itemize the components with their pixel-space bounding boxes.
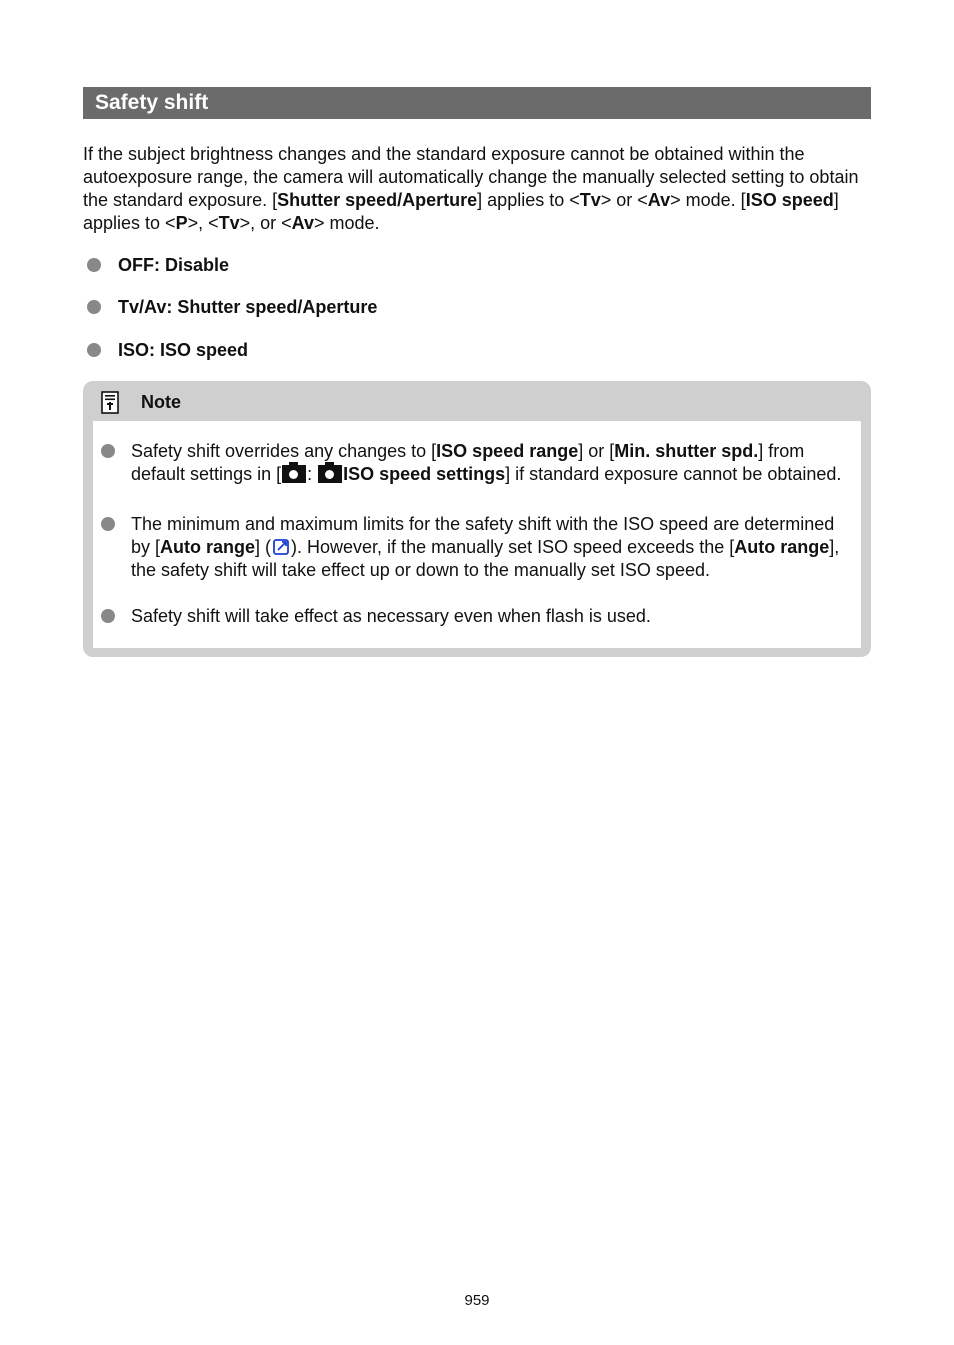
note-term: Min. shutter spd.: [614, 441, 759, 461]
note-text: ] (: [255, 537, 272, 557]
option-label: Tv/Av: Shutter speed/Aperture: [118, 297, 378, 317]
bullet-icon: [101, 517, 115, 531]
intro-mode: Av: [291, 213, 315, 233]
intro-text: If the subject brightness changes and the standard exposure cannot be obtained within the autoexposure range, the camera will automatically change the manually selected setting to obtain the standard exposure. [: [83, 144, 859, 210]
intro-text: ] applies to <: [477, 190, 580, 210]
note-title: Note: [141, 392, 181, 412]
note-text: Safety shift overrides any changes to [: [131, 441, 437, 461]
note-item-text: Safety shift will take effect as necessary even when flash is used.: [131, 606, 651, 626]
intro-mode: Av: [647, 190, 671, 210]
note-text: ], the safety shift will take effect up or down to the manually set ISO speed.: [131, 537, 840, 580]
note-body: [93, 421, 861, 648]
note-text: :: [307, 464, 318, 484]
note-term: Auto range: [160, 537, 256, 557]
bullet-icon: [87, 300, 101, 314]
note-item-text: [131, 513, 843, 582]
intro-paragraph: [83, 143, 873, 235]
note-term: Auto range: [734, 537, 830, 557]
bullet-icon: [101, 609, 115, 623]
intro-text: > mode.: [314, 213, 380, 233]
section-header: [83, 87, 871, 119]
note-box: [83, 381, 871, 657]
bullet-icon: [87, 343, 101, 357]
intro-text: ] applies to <: [83, 190, 839, 233]
bullet-icon: [101, 444, 115, 458]
intro-term: Shutter speed/Aperture: [277, 190, 478, 210]
note-text: ] if standard exposure cannot be obtained.: [505, 464, 842, 484]
note-text: ] from default settings in [: [131, 441, 805, 484]
camera-icon: [318, 465, 342, 483]
note-text: ). However, if the manually set ISO speed exceeds the [: [291, 537, 735, 557]
intro-text: >, or <: [239, 213, 292, 233]
intro-mode: Tv: [218, 213, 240, 233]
intro-mode: Tv: [579, 190, 601, 210]
option-label: OFF: Disable: [118, 255, 230, 275]
intro-text: >, <: [187, 213, 219, 233]
intro-text: > or <: [600, 190, 648, 210]
note-text: The minimum and maximum limits for the safety shift with the ISO speed are determined by [: [131, 514, 835, 557]
intro-mode: P: [175, 213, 188, 233]
option-label: ISO: ISO speed: [118, 340, 249, 360]
intro-term: ISO speed: [745, 190, 834, 210]
note-item-text: [131, 440, 843, 486]
note-term: ISO speed range: [436, 441, 579, 461]
note-header: [83, 381, 871, 421]
section-title: Safety shift: [95, 91, 209, 114]
camera-icon: [282, 465, 306, 483]
note-icon: [101, 391, 119, 414]
page-number: 959: [464, 1292, 490, 1309]
intro-text: > mode. [: [670, 190, 746, 210]
page-link-icon[interactable]: [271, 537, 291, 557]
note-text: ] or [: [578, 441, 615, 461]
note-term: ISO speed settings: [343, 464, 506, 484]
bullet-icon: [87, 258, 101, 272]
